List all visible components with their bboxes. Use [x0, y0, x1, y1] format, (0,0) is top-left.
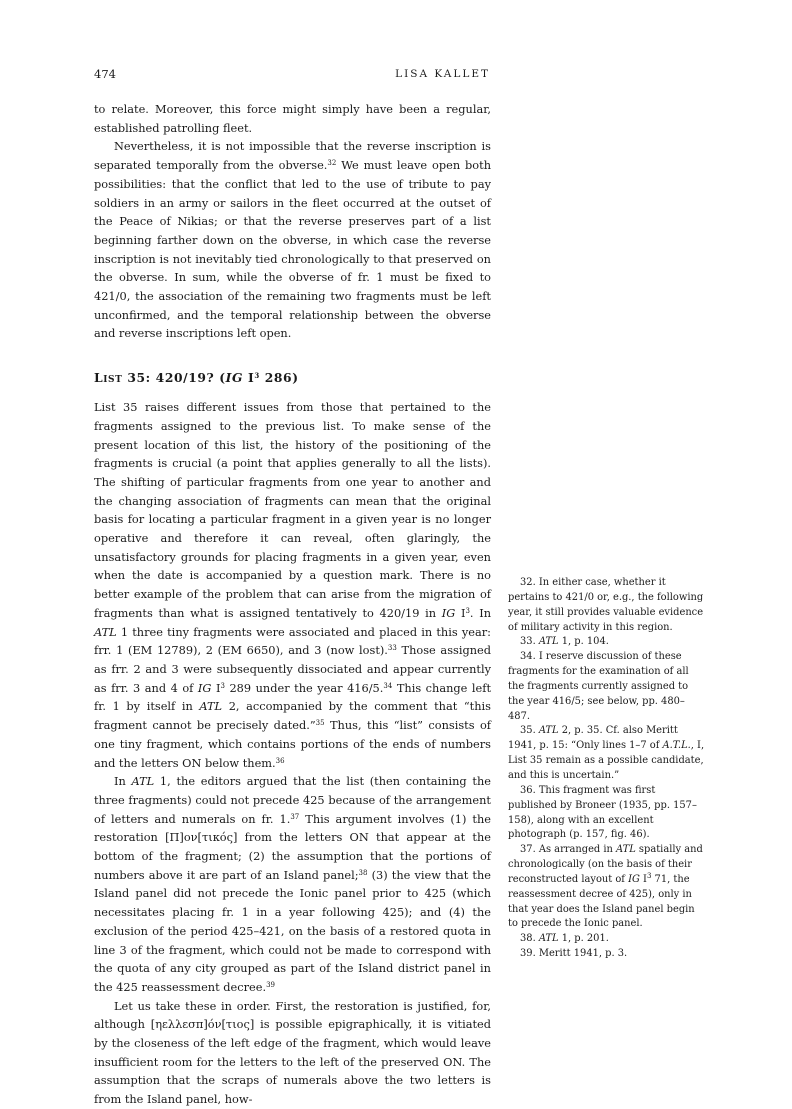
footnote-35: 35. ATL 2, p. 35. Cf. also Meritt 1941, p. 15: “Only lines 1–7 of A.T.L., I, List 35 remain as a possible candidate, and this is uncertain.”	[508, 725, 705, 781]
running-head-author: LISA KALLET	[395, 68, 490, 80]
page-number: 474	[94, 67, 116, 81]
note-ref-32[interactable]: 32	[327, 159, 337, 168]
footnote-36: 36. This fragment was first published by Broneer (1935, pp. 157–158), along with an excellent photograph (p. 157, fig. 46).	[508, 784, 697, 841]
running-head	[94, 66, 490, 82]
note-ref-34[interactable]: 34	[383, 681, 393, 690]
paragraph-2: Nevertheless, it is not impossible that the reverse inscription is separated temporally from the obverse.$^{32}$ We must leave open both possibilities: that the conflict that led to the use of tribute to pay soldiers in an army or sailors in the fleet occurred at the outset of the Peace of Nikias; or that the reverse preserves part of a list beginning farther down on the obverse, in which case the reverse inscription is not inevitably tied chronologically to that preserved on the obverse. In sum, while the obverse of fr. 1 must be fixed to 421/0, the association of the remaining two fragments must be left unconfirmed, and the temporal relationship between the obverse and reverse inscriptions left open.	[94, 139, 491, 341]
footnote-32: 32. In either case, whether it pertains to 421/0 or, e.g., the following year, it still provides valuable evidence of military activity in this region.	[508, 577, 704, 633]
footnotes-column	[508, 576, 706, 962]
note-ref-35[interactable]: 35	[315, 719, 325, 728]
paragraph-1: to relate. Moreover, this force might simply have been a regular, established patrolling fleet.	[94, 102, 491, 135]
footnote-34: 34. I reserve discussion of these fragments for the examination of all the fragments currently assigned to the year 416/5; see below, pp. 480–487.	[508, 651, 689, 722]
paragraph-3: List 35 raises different issues from those that pertained to the fragments assigned to the previous list. To make sense of the present location of this list, the history of the positioning of the fragments is crucial (a point that applies generally to all the lists). The shifting of particular fragments from one year to another and the changing association of fragments can mean that the original basis for locating a particular fragment in a given year is no longer operative and therefore it can reveal, often glaringly, the unsatisfactory grounds for placing fragments in a given year, even when the date is accompanied by a question mark. There is no better example of the problem that can arise from the migration of fragments than what is assigned tentatively to 420/19 in IG $I^3$. In ATL 1 three tiny fragments were associated and placed in this year: frr. 1 (EM 12789), 2 (EM 6650), and 3 (now lost).$^{33}$ Those assigned as frr. 2 and 3 were subsequently dissociated and appear currently as frr. 3 and 4 of IG $I^3$ 289 under the year 416/5.34 This change left fr. 1 by itself in ATL 2, accompanied by the comment that “this fragment cannot be precisely dated.”$^{35}$ Thus, this “list” consists of one tiny fragment, which contains portions of the ends of numbers and the letters ON below them.$^{36}$	[94, 400, 492, 770]
paragraph-5: Let us take these in order. First, the restoration is justified, for, although [ηελλεσπ]όν[τιος] is possible epigraphically, it is vitiated by the closeness of the left edge of the fragment, which would leave insufficient room for the letters to the left of the preserved ON. The assumption that the scraps of numerals above the two letters is from the Island panel, how-	[94, 998, 491, 1107]
note-ref-37[interactable]: 37	[290, 812, 300, 821]
footnote-39: 39. Meritt 1941, p. 3.	[520, 948, 628, 960]
footnote-38: 38. ATL 1, p. 201.	[520, 933, 609, 945]
note-ref-36[interactable]: 36	[275, 756, 285, 765]
note-ref-39[interactable]: 39	[266, 980, 275, 989]
paragraph-4: In ATL 1, the editors argued that the list (then containing the three fragments) could not precede 425 because of the arrangement of letters and numerals on fr. 1.37 This argument involves (1) the restoration [Π]ον[τικός] from the letters ON that appear at the bottom of the fragment; (2) the assumption that the portions of numbers above it are part of an Island panel;$^{38}$ (3) the view that the Island panel did not precede the Ionic panel prior to 425 (which necessitates placing fr. 1 in a year following 425); and (4) the exclusion of the period 425–421, on the basis of a restored quota in line 3 of the fragment, which could not be made to correspond with the quota of any city grouped as part of the Island district panel in the 425 reassessment decree.$^{39}$	[94, 774, 491, 994]
section-heading-list-35: List 35: 420/19? (IG $I^3$ 286)	[94, 370, 299, 386]
main-text-column	[94, 100, 491, 1109]
footnote-37: 37. As arranged in ATL spatially and chronologically (on the basis of their reconstructed layout of IG $I^3$ 71, the reassessment decree of 425), only in that year does the Island panel begin to precede the Ionic panel.	[508, 844, 703, 930]
note-ref-33[interactable]: 33	[387, 644, 397, 653]
note-ref-38[interactable]: 38	[358, 868, 368, 877]
footnote-33: 33. ATL 1, p. 104.	[520, 636, 609, 648]
